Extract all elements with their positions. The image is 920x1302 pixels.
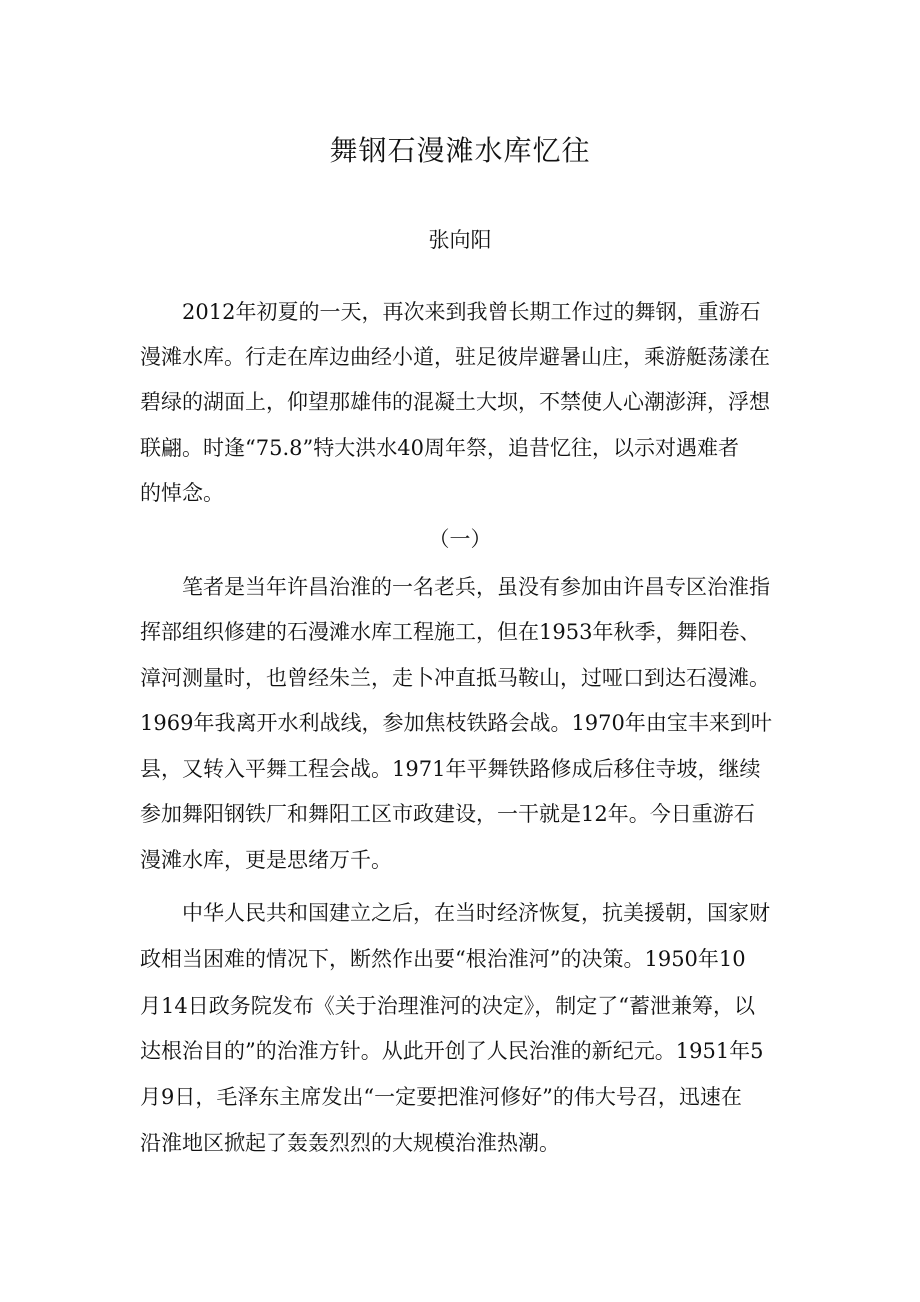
paragraph-line: 月9日，毛泽东主席发出“一定要把淮河修好”的伟大号召，迅速在 [140, 1085, 742, 1109]
paragraph-line: 漫滩水库，更是思绪万千。 [140, 848, 392, 872]
paragraph-line: 政相当困难的情况下，断然作出要“根治淮河”的决策。1950年10 [140, 947, 746, 971]
paragraph-line: 参加舞阳钢铁厂和舞阳工区市政建设，一干就是12年。今日重游石 [140, 802, 755, 826]
paragraph-line: 笔者是当年许昌治淮的一名老兵，虽没有参加由许昌专区治淮指 [182, 575, 770, 599]
paragraph-line: 的悼念。 [140, 481, 224, 505]
paragraph-line: 2012年初夏的一天，再次来到我曾长期工作过的舞钢，重游石 [182, 300, 761, 324]
paragraph-line: 漳河测量时，也曾经朱兰，走卜冲直抵马鞍山，过哑口到达石漫滩。 [140, 666, 770, 690]
paragraph-line: 挥部组织修建的石漫滩水库工程施工，但在1953年秋季，舞阳卷、 [140, 620, 761, 644]
paragraph-line: 沿淮地区掀起了轰轰烈烈的大规模治淮热潮。 [140, 1131, 560, 1155]
paragraph-line: 碧绿的湖面上，仰望那雄伟的混凝土大坝，不禁使人心潮澎湃，浮想 [140, 390, 770, 414]
paragraph-line: 联翩。时逢“75.8”特大洪水40周年祭，追昔忆往，以示对遇难者 [140, 436, 739, 460]
author-name: 张向阳 [428, 228, 492, 252]
section-heading: （一） [428, 527, 492, 551]
paragraph-line: 县，又转入平舞工程会战。1971年平舞铁路修成后移住寺坡，继续 [140, 757, 761, 781]
paragraph-line: 达根治目的”的治淮方针。从此开创了人民治淮的新纪元。1951年5 [140, 1039, 764, 1063]
paragraph-line: 中华人民共和国建立之后，在当时经济恢复，抗美援朝，国家财 [182, 901, 770, 925]
page-title: 舞钢石漫滩水库忆往 [329, 134, 591, 167]
paragraph-line: 漫滩水库。行走在库边曲经小道，驻足彼岸避暑山庄，乘游艇荡漾在 [140, 345, 770, 369]
paragraph-line: 月14日政务院发布《关于治理淮河的决定》，制定了“蓄泄兼筹，以 [140, 994, 755, 1018]
paragraph-line: 1969年我离开水利战线，参加焦枝铁路会战。1970年由宝丰来到叶 [140, 711, 772, 735]
